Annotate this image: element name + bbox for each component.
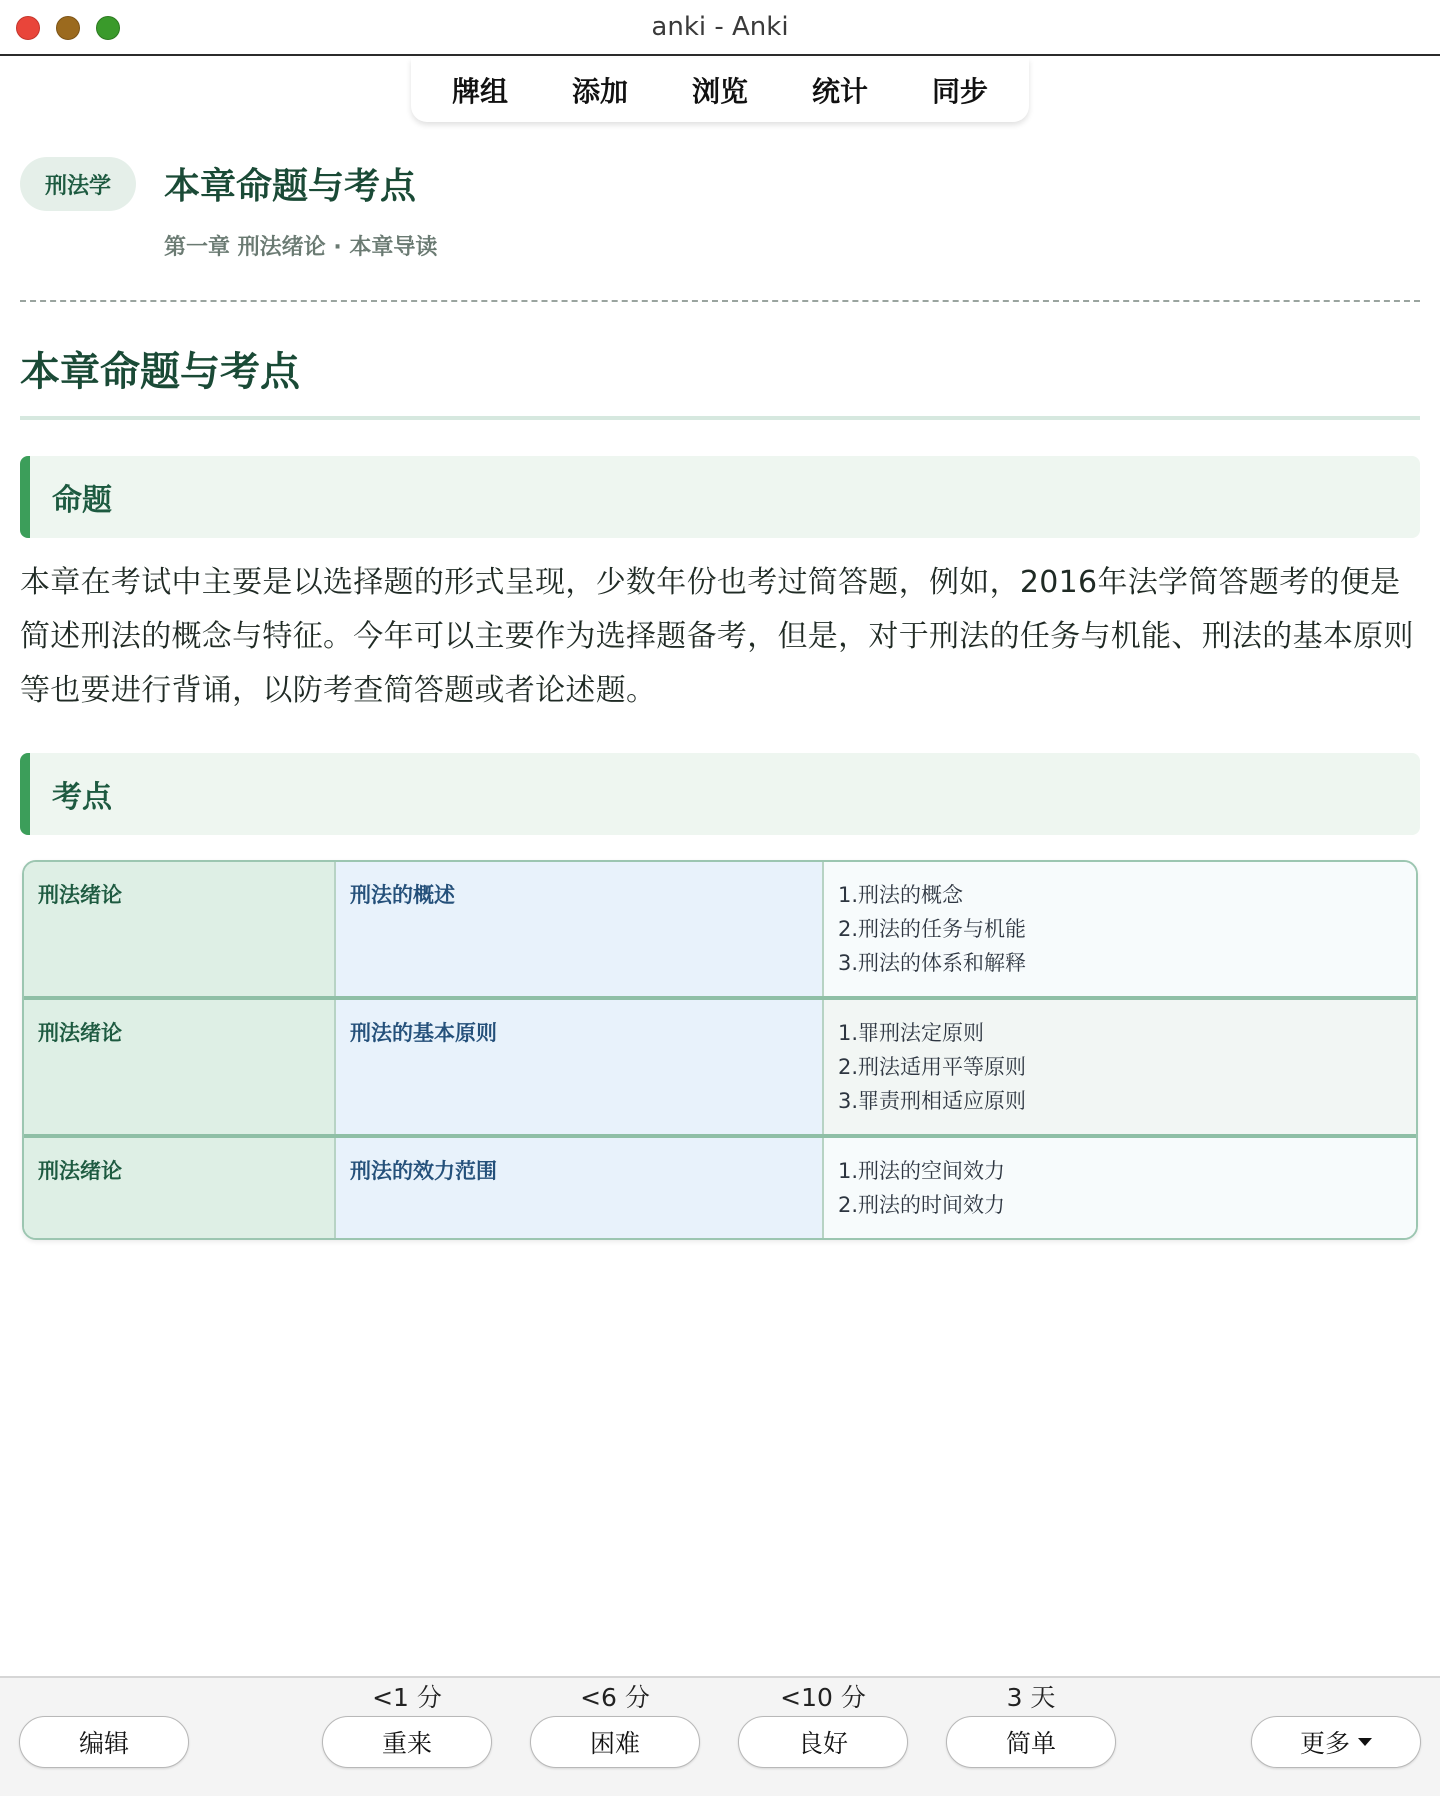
point-item: 2.刑法适用平等原则	[838, 1055, 1027, 1079]
chapter-cell: 刑法绪论	[24, 1000, 336, 1134]
point-item: 1.刑法的空间效力	[838, 1159, 1006, 1183]
good-interval: <10 分	[780, 1683, 866, 1712]
body-paragraph: 本章在考试中主要是以选择题的形式呈现，少数年份也考过简答题，例如，2016年法学简答题考的便是简述刑法的概念与特征。今年可以主要作为选择题备考，但是，对于刑法的任务与机能、刑法的基本原则等也要进行背诵，以防考查简答题或者论述题。	[20, 565, 1414, 708]
card-title: 本章命题与考点	[164, 166, 417, 207]
more-button[interactable]	[1251, 1716, 1421, 1768]
subject-tag: 刑法学	[20, 157, 136, 211]
nav-sync[interactable]: 同步	[931, 75, 988, 108]
section-heading-propositions: 命题	[20, 456, 1420, 538]
easy-interval: 3 天	[1006, 1683, 1056, 1712]
again-button[interactable]	[322, 1716, 492, 1768]
easy-button-label: 简单	[1005, 1729, 1056, 1758]
topic-cell: 刑法的效力范围	[336, 1138, 824, 1238]
nav-browse[interactable]: 浏览	[691, 75, 748, 108]
point-item: 2.刑法的时间效力	[838, 1193, 1006, 1217]
hard-button[interactable]	[530, 1716, 700, 1768]
good-button-label: 良好	[797, 1729, 848, 1758]
content-heading: 本章命题与考点	[20, 349, 300, 395]
good-button[interactable]	[738, 1716, 908, 1768]
point-item: 3.罪责刑相适应原则	[838, 1089, 1027, 1113]
heading-rule	[20, 416, 1420, 420]
points-cell	[824, 862, 1416, 996]
nav-stats[interactable]: 统计	[811, 75, 868, 108]
key-points-table	[22, 860, 1418, 1240]
card-subtitle: 第一章 刑法绪论 · 本章导读	[164, 235, 438, 260]
table-row	[24, 1134, 1416, 1238]
easy-button[interactable]	[946, 1716, 1116, 1768]
point-item: 1.刑法的概念	[838, 883, 964, 907]
point-item: 3.刑法的体系和解释	[838, 951, 1027, 975]
again-interval: <1 分	[372, 1683, 442, 1712]
nav-add[interactable]: 添加	[571, 75, 628, 108]
top-toolbar	[411, 58, 1029, 122]
answer-bar	[0, 1676, 1440, 1796]
topic-cell: 刑法的基本原则	[336, 1000, 824, 1134]
point-item: 2.刑法的任务与机能	[838, 917, 1027, 941]
window-titlebar	[0, 0, 1440, 56]
window-title: anki - Anki	[651, 12, 789, 42]
topic-cell: 刑法的概述	[336, 862, 824, 996]
points-cell	[824, 1138, 1416, 1238]
again-button-label: 重来	[381, 1729, 432, 1758]
chapter-cell: 刑法绪论	[24, 862, 336, 996]
points-cell	[824, 1000, 1416, 1134]
hard-interval: <6 分	[580, 1683, 650, 1712]
edit-button[interactable]	[19, 1716, 189, 1768]
point-item: 1.罪刑法定原则	[838, 1021, 985, 1045]
section-heading-key-points: 考点	[20, 753, 1420, 835]
chapter-cell: 刑法绪论	[24, 1138, 336, 1238]
nav-decks[interactable]: 牌组	[451, 75, 508, 108]
edit-button-label: 编辑	[78, 1729, 129, 1758]
more-button-label: 更多	[1299, 1729, 1350, 1758]
table-row	[24, 862, 1416, 996]
table-row	[24, 996, 1416, 1134]
chevron-down-icon	[1358, 1738, 1372, 1746]
hard-button-label: 困难	[589, 1729, 640, 1758]
header-divider	[20, 300, 1420, 302]
